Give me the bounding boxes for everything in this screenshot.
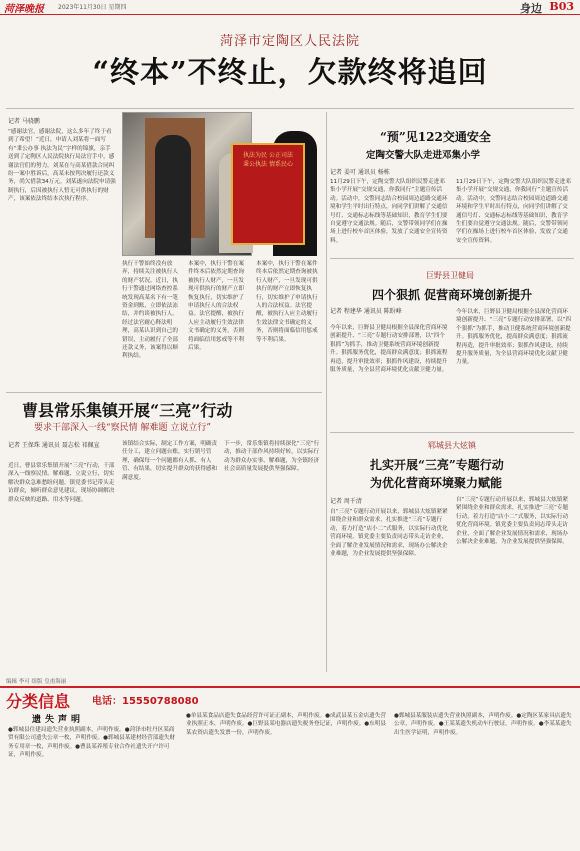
lost-statement-heading: 遗失声明	[32, 715, 85, 725]
caoxian-title: 曹县常乐集镇开展“三亮”行动	[22, 401, 233, 420]
town-unit: 郓城县大炫镇	[428, 441, 476, 450]
town-title-2: 为优化营商环境聚力赋能	[370, 476, 503, 490]
health-text: 今年以来，巨野县卫健局根据全县深化营商环境创新提升、“三亮”专题行动安排部署，以“四个狠抓”为抓手，推动卫健系统营商环境创新提升。狠抓服务优化，提高群众满意度；狠抓流程再造，提升审批效率；狠抓作风建设，持续提升服务质量，为全县营商环境优化贡献卫健力量。	[330, 325, 448, 374]
lead-col-1: “感谢法官，感谢法院，这么多年了终于看到了希望！”近日，申请人刘某将一面写有“秉公办事 执法为民”字样的锦旗，亲手送到了定陶区人民法院执行局法官手中，感谢法官们的努力。刘某在与高某借款合同纠纷一案中胜诉后，高某未按判决履行还款义务，尚欠借款34万元。刘某遂向法院申请强制执行，后因被执行人暂无可供执行的财产，该案依法终结本次执行程序。	[8, 129, 116, 203]
divider	[6, 392, 322, 393]
caoxian-byline: 记者 王保珠 通讯员 聂志松 祁佩宣	[8, 442, 100, 449]
banner-lettering: 执法为民 公正司法 秉公执法 情系民心	[243, 152, 293, 168]
town-byline: 记者 周千清	[330, 498, 362, 505]
traffic-text: 11月29日下午，定陶交警大队组织民警走进邓集小学开展“交规交通，你我同行”主题宣传活动。活动中，交警同志结合校园周边道路交通环境和学生平时出行特点，向同学们讲解了交通信号灯、交通标志标线等基础知识，教育学生们要自觉遵守交通法规。随后，交警带领同学们在操场上进行校车首区体验，发放了交通安全宣传资料。	[330, 179, 448, 244]
health-byline: 记者 程建华 通讯员 陈盼峰	[330, 308, 402, 315]
caoxian-col-1: 近日，曹县常乐集镇开展“三亮”行动，干部深入一线察民情、解难题、立说立行，切实解决群众急难愁盼问题。镇党委书记带头走访群众，倾听群众意见建议，现场协调解决群众反映的道路、用水等问题。	[8, 463, 115, 503]
health-unit: 巨野县卫健局	[426, 271, 474, 280]
lead-headline: “终本”不终止，欠款终将追回	[92, 55, 488, 89]
editor-line: 编辑 李可 组版 皇甫海丽	[6, 679, 67, 685]
traffic-subtitle: 定陶交警大队走进邓集小学	[366, 150, 481, 161]
lead-byline: 记者 马骁鹏	[8, 118, 40, 125]
lead-kicker: 菏泽市定陶区人民法院	[219, 34, 360, 49]
lead-col-3: 本案中，执行干警在案件终本后依然定期查询被执行人财产，一旦发现可供执行的财产立即恢复执行，切实维护了申请执行人的合法权益。法官提醒，被执行人应主动履行生效法律文书确定的义务，否则将面临信用惩戒等不利后果。	[256, 261, 318, 343]
traffic-text-2: 11月29日下午，定陶交警大队组织民警走进邓集小学开展“交规交通，你我同行”主题宣传活动。活动中，交警同志结合校园周边道路交通环境和学生平时出行特点，向同学们讲解了交通信号灯、交通标志标线等基础知识，教育学生们要自觉遵守交通法规。随后，交警带领同学们在操场上进行校车首区体验，发放了交通安全宣传资料。	[456, 179, 571, 244]
classified-banner	[0, 686, 580, 710]
divider	[330, 432, 574, 433]
traffic-byline: 记者 姜可 通讯员 杨栋	[330, 169, 390, 176]
classified-phone: 电话：15550788080	[92, 696, 199, 707]
town-text: 自“三亮”专题行动开展以来，郓城县大炫镇紧紧围绕企业和群众需求，扎实推进“三亮”专题行动，着力打造“店小二”式服务，以实际行动优化营商环境。镇党委主要负责同志带头走访企业，全面了解企业发展情况和需求，现场办公解决企业难题，为企业发展提供坚强保障。	[330, 509, 448, 558]
section-name: 身边	[520, 2, 542, 15]
health-text-2: 今年以来，巨野县卫健局根据全县深化营商环境创新提升、“三亮”专题行动安排部署，以“四个狠抓”为抓手，推动卫健系统营商环境创新提升。狠抓服务优化，提高群众满意度；狠抓流程再造，提升审批效率；狠抓作风建设，持续提升服务质量，为全县营商环境优化贡献卫健力量。	[456, 309, 571, 366]
divider	[330, 258, 574, 259]
newspaper-logo: 菏泽晚报	[4, 4, 44, 15]
caoxian-col-3: 下一步，常乐集镇将持续深化“三亮”行动，推动干部作风持续好转，以实际行动为群众办实事、解难题，为全镇经济社会高质量发展提供坚强保障。	[224, 441, 320, 473]
caoxian-subtitle: 要求干部深入一线“察民情 解难题 立说立行”	[34, 423, 211, 433]
caoxian-col-2: 该镇结合实际，制定工作方案，明确责任分工，建立问题台账，实行销号管理，确保每一个问题都有人抓、有人管、有结果，切实提升群众的获得感和满意度。	[122, 441, 218, 481]
lead-col-2b: 本案中，执行干警在案件终本后依然定期查询被执行人财产，一旦发现可供执行的财产立即恢复执行，切实维护了申请执行人的合法权益。法官提醒，被执行人应主动履行生效法律文书确定的义务，否则将面临信用惩戒等不利后果。	[188, 261, 244, 352]
classified-title: 分类信息	[6, 692, 71, 711]
traffic-title: “预”见122交通安全	[380, 130, 491, 144]
issue-date: 2023年11月30日 星期四	[58, 4, 127, 11]
column-rule	[326, 112, 327, 672]
classified-col-3: ●鄄城县某服装店遗失营业执照副本，声明作废。●定陶区某家具店遗失公章，声明作废。●王某某遗失机动车行驶证，声明作废。●李某某遗失出生医学证明，声明作废。	[394, 713, 572, 736]
lead-photo	[122, 112, 293, 256]
town-title-1: 扎实开展“三亮”专题行动	[370, 458, 504, 472]
divider	[6, 108, 574, 109]
classified-col-1: ●郓城县住建局遗失营业执照副本，声明作废。●菏泽市牡丹区某商贸有限公司遗失公章一枚，声明作废。●郓城县某建材经营部遗失财务专用章一枚，声明作废。●曹县某养殖专业合作社遗失开户许可证，声明作废。	[8, 727, 176, 759]
award-banner	[231, 143, 305, 245]
page-number: B03	[549, 0, 574, 13]
town-text-2: 自“三亮”专题行动开展以来，郓城县大炫镇紧紧围绕企业和群众需求，扎实推进“三亮”专题行动，着力打造“店小二”式服务，以实际行动优化营商环境。镇党委主要负责同志带头走访企业，全面了解企业发展情况和需求，现场办公解决企业难题，为企业发展提供坚强保障。	[456, 497, 569, 546]
classified-col-2: ●单县某食品店遗失食品经营许可证正副本，声明作废。●成武县某五金店遗失营业执照正本，声明作废。●巨野县某电器店遗失税务登记证，声明作废。●东明县某农资店遗失发票一份，声明作废。	[186, 713, 386, 736]
lead-col-2: 执行干警始终没有放弃，持续关注被执行人的财产状况。近日，执行干警通过网络查控系统发现高某名下有一笔资金到账，立即依法冻结，并约谈被执行人。经过法官耐心释法明理，高某认识到自己的错误，主动履行了全部还款义务，该案得以顺利执结。	[122, 261, 178, 360]
health-title: 四个狠抓 促营商环境创新提升	[372, 288, 533, 302]
